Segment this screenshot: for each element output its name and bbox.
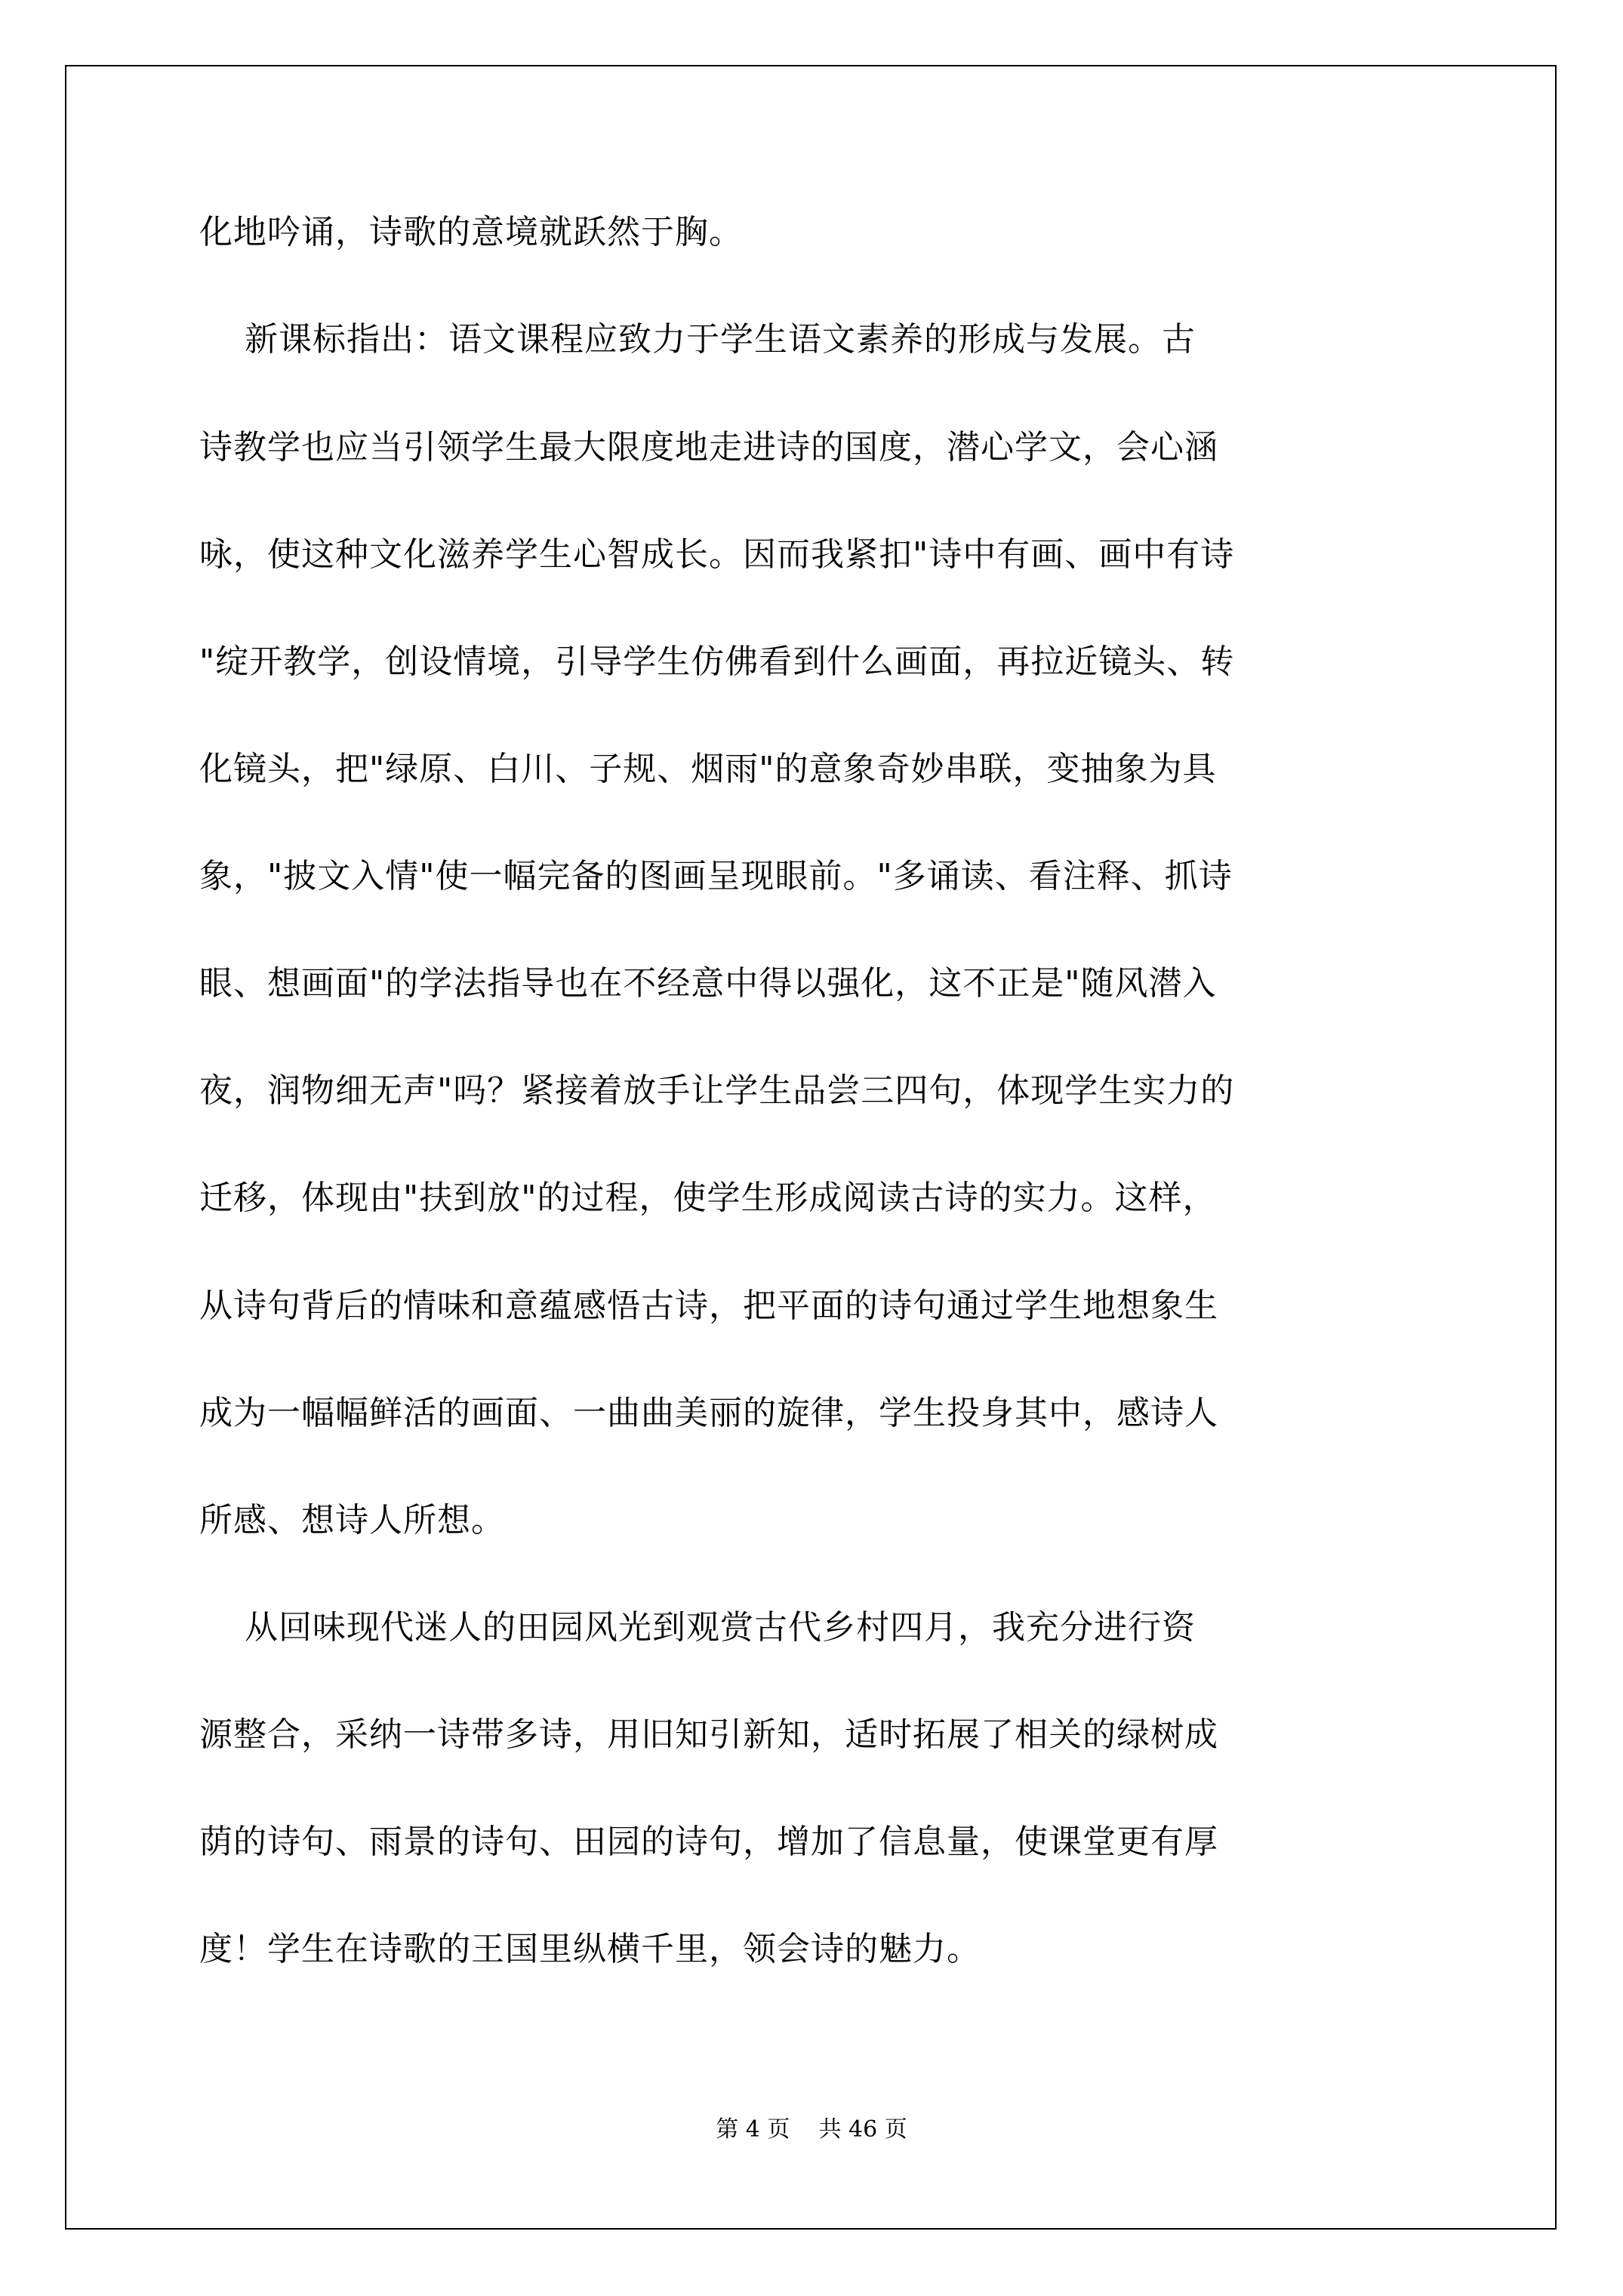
page-border (65, 65, 1557, 2230)
paragraph-start-line: 从回味现代迷人的田园风光到观赏古代乡村四月，我充分进行资 (199, 1608, 1196, 1647)
text-line: 诗教学也应当引领学生最大限度地走进诗的国度，潜心学文，会心涵 (199, 428, 1218, 467)
text-line: 迁移，体现由"扶到放"的过程，使学生形成阅读古诗的实力。这样， (199, 1179, 1217, 1217)
text-line: 夜，润物细无声"吗？紧接着放手让学生品尝三四句，体现学生实力的 (199, 1071, 1235, 1110)
text-line: 所感、想诗人所想。 (199, 1501, 505, 1539)
text-line: 从诗句背后的情味和意蕴感悟古诗，把平面的诗句通过学生地想象生 (199, 1287, 1218, 1325)
text-line: 眼、想画面"的学法指导也在不经意中得以强化，这不正是"随风潜入 (199, 964, 1217, 1003)
text-line: 度！学生在诗歌的王国里纵横千里，领会诗的魅力。 (199, 1930, 981, 1968)
paragraph-start-line: 新课标指出：语文课程应致力于学生语文素养的形成与发展。古 (199, 320, 1196, 359)
text-line: 咏，使这种文化滋养学生心智成长。因而我紧扣"诗中有画、画中有诗 (199, 535, 1235, 574)
text-line: 化镜头，把"绿原、白川、子规、烟雨"的意象奇妙串联，变抽象为具 (199, 750, 1217, 788)
text-line: 化地吟诵，诗歌的意境就跃然于胸。 (199, 213, 743, 251)
page-number-footer: 第 4 页 共 46 页 (716, 2116, 907, 2143)
text-line: 象，"披文入情"使一幅完备的图画呈现眼前。"多诵读、看注释、抓诗 (199, 857, 1233, 895)
text-line: "绽开教学，创设情境，引导学生仿佛看到什么画面，再拉近镜头、转 (199, 643, 1235, 681)
text-line: 荫的诗句、雨景的诗句、田园的诗句，增加了信息量，使课堂更有厚 (199, 1823, 1218, 1861)
text-line: 成为一幅幅鲜活的画面、一曲曲美丽的旋律，学生投身其中，感诗人 (199, 1394, 1218, 1432)
text-line: 源整合，采纳一诗带多诗，用旧知引新知，适时拓展了相关的绿树成 (199, 1715, 1218, 1754)
